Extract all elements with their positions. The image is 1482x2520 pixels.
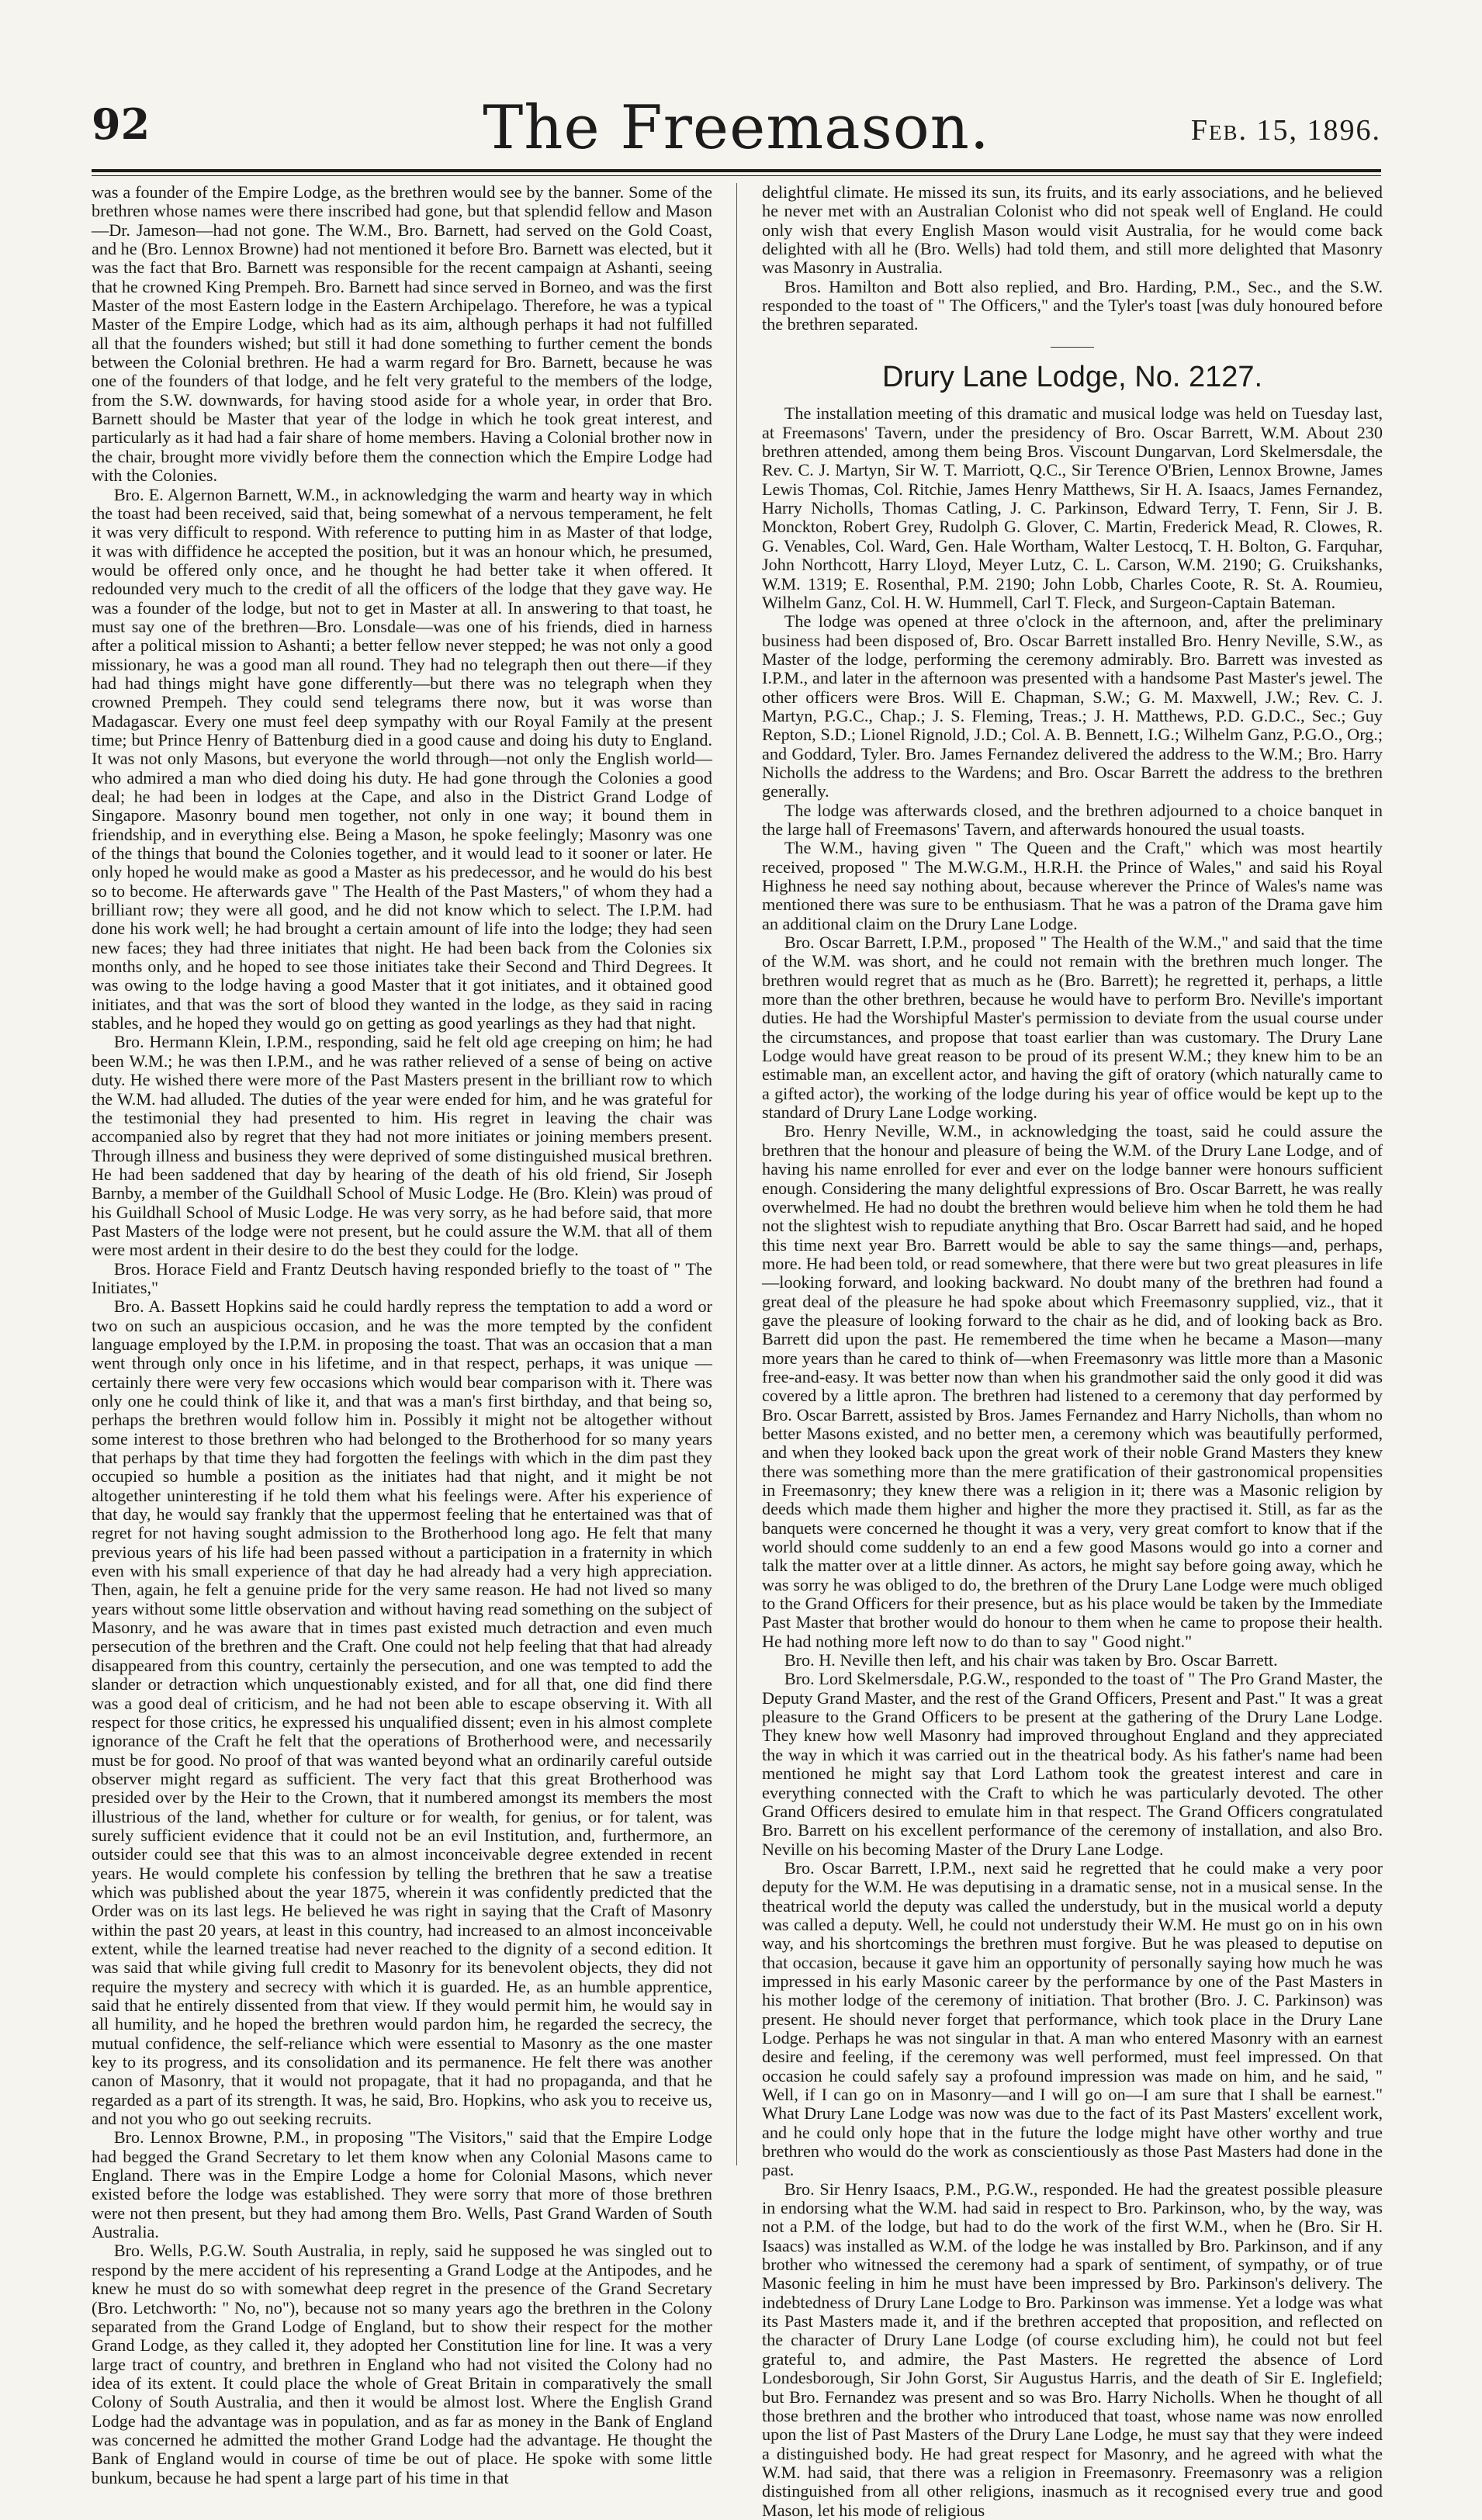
- right-column: [762, 182, 1383, 2520]
- paragraph: Bro. Sir Henry Isaacs, P.M., P.G.W., responded. He had the greatest possible pleasure in endorsing what the W.M. had said in respect to Bro. Parkinson, who, by the way, was not a P.M. of the lodge, but had to do the work of the first W.M., when he (Bro. Sir H. Isaacs) was installed as W.M. of the lodge he was installed by Bro. Parkinson, and if any brother who witnessed the ceremony had a spark of sentiment, of sympathy, or of true Masonic feeling in him he must have been impressed by Bro. Parkinson's delivery. The indebtedness of Drury Lane Lodge to Bro. Parkinson was immense. Yet a lodge was what its Past Masters made it, and if the brethren accepted that proposition, and reflected on the character of Drury Lane Lodge (of course excluding him), he could not but feel grateful to, and admire, the Past Masters. He regretted the absence of Lord Londesborough, Sir John Gorst, Sir Augustus Harris, and the death of Sir E. Inglefield; but Bro. Fernandez was present and so was Bro. Harry Nicholls. When he thought of all those brethren and the brother who introduced that toast, whose name was now enrolled upon the list of Past Masters of the Drury Lane Lodge, he must say that they were indeed a distinguished body. He had great respect for Masonry, and he agreed with what the W.M. had said, that there was a religion in Freemasonry. Freemasonry was a religion distinguished from all other religions, inasmuch as it recognised every true and good Mason, let his mode of religious: [762, 2179, 1383, 2520]
- paragraph: was a founder of the Empire Lodge, as the brethren would see by the banner. Some of the brethren whose names were there inscribed had gone, but that splendid fellow and Mason—Dr. Jameson—had not gone. The W.M., Bro. Barnett, had served on the Gold Coast, and he (Bro. Lennox Browne) had not mentioned it before Bro. Barnett was elected, but it was the fact that Bro. Barnett was responsible for the recent campaign at Ashanti, seeing that he crowned King Prempeh. Bro. Barnett had since served in Borneo, and was the first Master of the most Eastern lodge in the Eastern Archipelago. Therefore, he was a typical Master of the Empire Lodge, which had as its aim, although perhaps it had not fulfilled all that the founders wished; but still it had done something to further cement the bonds between the Colonial brethren. He had a warm regard for Bro. Barnett, because he was one of the founders of that lodge, and he felt very grateful to the members of the lodge, from the S.W. downwards, for having stood aside for a whole year, in order that Bro. Barnett should be Master that year of the lodge in which he took great interest, and particularly as it had had a fair share of home members. Having a Colonial brother now in the chair, brought more vividly before them the connection which the Empire Lodge had with the Colonies.: [92, 182, 712, 486]
- paragraph: Bro. Lennox Browne, P.M., in proposing "The Visitors," said that the Empire Lodge had begged the Grand Secretary to let them know when any Colonial Masons came to England. There was in the Empire Lodge a home for Colonial Masons, which never existed before the lodge was established. They were sorry that more of those brethren were not then present, but they had among them Bro. Wells, Past Grand Warden of South Australia.: [92, 2127, 712, 2242]
- paragraph: Bro. A. Bassett Hopkins said he could hardly repress the temptation to add a word or two on such an auspicious occasion, and he was the more tempted by the confident language employed by the I.P.M. in proposing the toast. That was an occasion that a man went through only once in his lifetime, and in that respect, perhaps, it was unique —certainly there were very few occasions which would bear comparison with it. There was only one he could think of like it, and that was a man's first birthday, and that being so, perhaps the brethren would follow him in. Possibly it might not be altogether without some interest to those brethren who had belonged to the Brotherhood for so many years that perhaps by that time they had forgotten the feelings with which in the dim past they occupied so humble a position as the initiates had that night, and it might be not altogether uninteresting if he told them what his feelings were. After his experience of that day, he would say frankly that the uppermost feeling that he entertained was that of regret for not having sought admission to the Brotherhood long ago. He felt that many previous years of his life had been passed without a participation in a fraternity in which even with his small experience of that day he had already had a very high appreciation. Then, again, he felt a genuine pride for the very same reason. He had not lived so many years without some little observation and without having read something on the subject of Masonry, and he was aware that in times past existed much detraction and even much persecution of the brethren and the Craft. One could not help feeling that that had already disappeared from this country, certainly the persecution, and one was tempted to add the slander or detraction which unquestionably existed, and for all that, one did find there was a good deal of criticism, and he had not been able to escape observing it. With all respect for those critics, he expressed his unqualified dissent; even in his almost complete ignorance of the Craft he felt that the operations of Brotherhood were, and necessarily must be for good. No proof of that was wanted beyond what an ordinarily careful outside observer might regard as sufficient. The very fact that this great Brotherhood was presided over by the Heir to the Crown, that it numbered amongst its members the most illustrious of the land, whether for culture or for wealth, for genius, or for talent, was surely sufficient evidence that it could not be an evil Institution, and, furthermore, an outsider could see that this was to an almost inconceivable degree extended in recent years. He would complete his confession by telling the brethren that he saw a treatise which was published about the year 1875, wherein it was confidently predicted that the Order was on its last legs. He believed he was right in saying that the Craft of Masonry within the past 20 years, at least in this country, had increased to an almost inconceivable extent, while the learned treatise had never reached to the dignity of a second edition. It was said that while giving full credit to Masonry for its benevolent objects, they did not require the mystery and secrecy with which it is guarded. He, as an humble apprentice, said that he entirely dissented from that view. If they would permit him, he would say in all humility, and he hoped the brethren would pardon him, he regarded the secrecy, the mutual confidence, the self-reliance which were essential to Masonry as the one master key to its progress, and its consolidation and its permanence. He felt there was another canon of Masonry, that it would not propagate, that it had no propaganda, and that he regarded as a part of its strength. It was, he said, Bro. Hopkins, who ask you to receive us, and not you who go out seeking recruits.: [92, 1296, 712, 2129]
- paragraph: The W.M., having given " The Queen and the Craft," which was most heartily received, proposed " The M.W.G.M., H.R.H. the Prince of Wales," and said his Royal Highness he need say nothing about, because wherever the Prince of Wales's name was mentioned there was sure to be enthusiasm. That he was a patron of the Drama gave him an additional claim on the Drury Lane Lodge.: [762, 838, 1383, 933]
- paragraph: Bro. Hermann Klein, I.P.M., responding, said he felt old age creeping on him; he had been W.M.; he was then I.P.M., and he was rather relieved of a sense of being on active duty. He wished there were more of the Past Masters present in the brilliant row to which the W.M. had alluded. The duties of the year were ended for him, and he was grateful for the testimonial they had presented to him. His regret in leaving the chair was accompanied also by regret that they had not more initiates or joining members present. Through illness and business they were deprived of some distinguished musical brethren. He had been saddened that day by hearing of the death of his old friend, Sir Joseph Barnby, a member of the Guildhall School of Music Lodge. He (Bro. Klein) was proud of his Guildhall School of Music Lodge. He was very sorry, as he had before said, that more Past Masters of the lodge were not present, but he could assure the W.M. that all of them were most ardent in their desire to do the best they could for the lodge.: [92, 1032, 712, 1260]
- paragraph: Bro. Oscar Barrett, I.P.M., next said he regretted that he could make a very poor deputy for the W.M. He was deputising in a dramatic sense, not in a musical sense. In the theatrical world the deputy was called the understudy, but in the musical world a deputy was called a deputy. Well, he could not understudy their W.M. He must go on in his own way, and his shortcomings the brethren must forgive. But he was pleased to deputise on that occasion, because it gave him an opportunity of personally saying how much he was impressed in his early Masonic career by the performance by one of the Past Masters in his mother lodge of the ceremony of initiation. That brother (Bro. J. C. Parkinson) was present. He should never forget that performance, which took place in the Drury Lane Lodge. Perhaps he was not singular in that. A man who entered Masonry with an earnest desire and feeling, if the ceremony was well performed, must feel impressed. On that occasion he could safely say a profound impression was made on him, and he said, " Well, if I can go on in Masonry—and I will go on—I am sure that I shall be earnest." What Drury Lane Lodge was now was due to the fact of its Past Masters' excellent work, and he could only hope that in the future the lodge might have other worthy and true brethren who would do the work as conscientiously as those Past Masters had done in the past.: [762, 1857, 1383, 2180]
- header-rule-thick: [92, 169, 1381, 172]
- paragraph: Bro. Lord Skelmersdale, P.G.W., responded to the toast of " The Pro Grand Master, the Deputy Grand Master, and the rest of the Grand Officers, Present and Past." It was a great pleasure to the Grand Officers to be present at the gathering of the Drury Lane Lodge. They knew how well Masonry had improved throughout England and they appreciated the way in which it was carried out in the theatrical body. As his father's name had been mentioned he might say that Lord Lathom took the greatest interest and care in everything connected with the Craft to which he was particularly devoted. The other Grand Officers desired to emulate him in that respect. The Grand Officers congratulated Bro. Barrett on his excellent performance of the ceremony of installation, and also Bro. Neville on his becoming Master of the Drury Lane Lodge.: [762, 1669, 1383, 1859]
- paragraph: Bro. Wells, P.G.W. South Australia, in reply, said he supposed he was singled out to respond by the mere accident of his representing a Grand Lodge at the Antipodes, and he knew he must do so with somewhat deep regret in the presence of the Grand Secretary (Bro. Letchworth: " No, no"), because not so many years ago the brethren in the Colony separated from the Grand Lodge of England, but to show their respect for the mother Grand Lodge, as they called it, they adopted her Constitution line for line. It was a very large tract of country, and brethren in England who had not visited the Colony had no idea of its extent. It could place the whole of Great Britain in comparatively the small Colony of South Australia, and then it would be almost lost. Where the English Grand Lodge had the advantage was in population, and as far as money in the Bank of England was concerned he admitted the mother Grand Lodge had the advantage. He thought the Bank of England would in course of time be out of place. He spoke with some little bunkum, because he had spent a large part of his time in that: [92, 2241, 712, 2487]
- paragraph: The lodge was opened at three o'clock in the afternoon, and, after the preliminary business had been disposed of, Bro. Oscar Barrett installed Bro. Henry Neville, S.W., as Master of the lodge, performing the ceremony admirably. Bro. Barrett was invested as I.P.M., and later in the afternoon was presented with a handsome Past Master's jewel. The other officers were Bros. Will E. Chapman, S.W.; G. M. Maxwell, J.W.; Rev. C. J. Martyn, P.G.C., Chap.; J. S. Fleming, Treas.; J. H. Matthews, P.D. G.D.C., Sec.; Guy Repton, S.D.; Lionel Rignold, J.D.; Col. A. B. Bennett, I.G.; Wilhelm Ganz, P.G.O., Org.; and Goddard, Tyler. Bro. James Fernandez delivered the address to the W.M.; Bro. Harry Nicholls the address to the Wardens; and Bro. Oscar Barrett the address to the brethren generally.: [762, 611, 1383, 801]
- section-separator: [1051, 347, 1094, 348]
- paragraph: Bro. Henry Neville, W.M., in acknowledging the toast, said he could assure the brethren that the honour and pleasure of being the W.M. of the Drury Lane Lodge, and of having his name enrolled for ever and ever on the lodge banner were honours sufficient enough. Considering the many delightful expressions of Bro. Oscar Barrett, he was really overwhelmed. He had no doubt the brethren would believe him when he told them he had not the slightest wish to repudiate anything that Bro. Oscar Barrett had said, and he hoped this time next year Bro. Barrett would be able to say the same things—and, perhaps, more. He had been told, or read somewhere, that there were but two great pleasures in life—looking forward, and looking backward. No doubt many of the brethren had found a great deal of the pleasure he had spoke about which Freemasonry supplied, viz., that it gave the pleasure of looking forward to the chair as he did, and of looking back as Bro. Barrett did upon the past. He remembered the time when he became a Mason—many more years than he cared to think of—when Freemasonry was little more than a Masonic free-and-easy. It was better now than when his grandmother said the only good it did was covered by a little apron. The brethren had listened to a ceremony that day performed by Bro. Oscar Barrett, assisted by Bros. James Fernandez and Harry Nicholls, than whom no better Masons existed, and no better men, a ceremony which was beautifully performed, and when they looked back upon the great work of their noble Grand Masters they knew there was something more than the mere gratification of their gastronomical propensities in Freemasonry; they knew there was a religion in it; there was a Masonic religion by deeds which made them higher and higher the more they practised it. Still, as far as the banquets were concerned he thought it was a very, very great comfort to know that if the world should come suddenly to an end a few good Masons would go into a corner and talk the matter over at a little dinner. As actors, he might say before going away, which he was sorry he was obliged to do, the brethren of the Drury Lane Lodge were much obliged to the Grand Officers for their presence, but as his place would be taken by the Immediate Past Master that brother would do honour to them when he came to propose their health. He had nothing more left now to do than to say " Good night.": [762, 1121, 1383, 1651]
- section-heading: Drury Lane Lodge, No. 2127.: [881, 360, 1263, 393]
- paragraph: Bro. H. Neville then left, and his chair was taken by Bro. Oscar Barrett.: [784, 1650, 1278, 1670]
- publication-title: The Freemason.: [483, 93, 990, 163]
- left-column: [92, 182, 712, 2487]
- paragraph: delightful climate. He missed its sun, its fruits, and its early associations, and he believed he never met with an Australian Colonist who did not speak well of England. He could only wish that every English Mason would visit Australia, for he would come back delighted with all he (Bro. Wells) had told them, and still more delighted that Masonry was Masonry in Australia.: [762, 182, 1383, 278]
- page-number: 92: [92, 99, 151, 149]
- paragraph: The lodge was afterwards closed, and the brethren adjourned to a choice banquet in the large hall of Freemasons' Tavern, and afterwards honoured the usual toasts.: [762, 800, 1383, 839]
- column-divider: [736, 183, 737, 2165]
- issue-date: Feb. 15, 1896.: [1190, 114, 1381, 147]
- paragraph: The installation meeting of this dramatic and musical lodge was held on Tuesday last, at Freemasons' Tavern, under the presidency of Bro. Oscar Barrett, W.M. About 230 brethren attended, among them being Bros. Viscount Dungarvan, Lord Skelmersdale, the Rev. C. J. Martyn, Sir W. T. Marriott, Q.C., Sir Terence O'Brien, Lennox Browne, James Lewis Thomas, Col. Ritchie, James Henry Matthews, Sir H. A. Isaacs, James Fernandez, Harry Nicholls, Thomas Catling, J. C. Parkinson, Edward Terry, T. Fenn, Sir J. B. Monckton, Robert Grey, Rudolph G. Glover, C. Martin, Frederick Mead, R. Clowes, R. G. Venables, Col. Ward, Gen. Hale Wortham, Walter Lestocq, T. H. Bolton, G. Farquhar, John Northcott, Harry Lloyd, Meyer Lutz, C. L. Carson, W.M. 2190; G. Cruikshanks, W.M. 1319; E. Rosenthal, P.M. 2190; John Lobb, Charles Coote, R. St. A. Roumieu, Wilhelm Ganz, Col. H. W. Hummell, Carl T. Fleck, and Surgeon-Captain Bateman.: [762, 403, 1383, 612]
- paragraph: Bros. Hamilton and Bott also replied, and Bro. Harding, P.M., Sec., and the S.W. responded to the toast of " The Officers," and the Tyler's toast [was duly honoured before the brethren separated.: [762, 276, 1383, 334]
- paragraph: Bro. E. Algernon Barnett, W.M., in acknowledging the warm and hearty way in which the toast had been received, said that, being somewhat of a nervous temperament, he felt it was very difficult to respond. With reference to putting him in as Master of that lodge, it was with diffidence he accepted the position, but it was an honour which, he presumed, would be offered only once, and he thought he had better take it when offered. It redounded very much to the credit of all the officers of the lodge that they gave way. He was a founder of the lodge, but not to get in Master at all. In answering to that toast, he must say one of the brethren—Bro. Lonsdale—was one of his friends, died in harness after a political mission to Ashanti; a better fellow never stepped; he was not only a good missionary, he was a good man all round. They had no telegraph then out there—if they had had things might have gone differently—but there was no telegraph when they crowned Prempeh. They could send telegrams there now, but it was worse than Madagascar. Every one must feel deep sympathy with our Royal Family at the present time; but Prince Henry of Battenburg died in a good cause and doing his duty to England. It was not only Masons, but everyone the world through—not only the English world—who admired a man who died doing his duty. He had gone through the Colonies a good deal; he had been in lodges at the Cape, and also in the District Grand Lodge of Singapore. Masonry bound men together, not only in one way; it bound them in friendship, and in everything else. Being a Mason, he spoke feelingly; Masonry was one of the things that bound the Colonies together, and it would lead to it sooner or later. He only hoped he would make as good a Master as his predecessor, and he would do his best so to become. He afterwards gave " The Health of the Past Masters," of whom they had a brilliant row; they were all good, and he did not know which to select. The I.P.M. had done his work well; he had brought a certain amount of life into the lodge; they had seen new faces; they had three initiates that night. He had been back from the Colonies six months only, and he hoped to see those initiates take their Second and Third Degrees. It was owing to the lodge having a good Master that it got initiates, and it obtained good initiates, and that was the sort of blood they wanted in the lodge, as they said in racing stables, and he hoped they would go on getting as good yearlings as they had that night.: [92, 484, 712, 1033]
- header-rule-thin: [92, 175, 1381, 176]
- paragraph: Bro. Oscar Barrett, I.P.M., proposed " The Health of the W.M.," and said that the time of the W.M. was short, and he could not remain with the brethren much longer. The brethren would regret that as much as he (Bro. Barrett); he regretted it, perhaps, a little more than the other brethren, because he would have to perform Bro. Neville's important duties. He had the Worshipful Master's permission to deviate from the usual course under the circumstances, and propose that toast earlier than was customary. The Drury Lane Lodge would have great reason to be proud of its present W.M.; they knew him to be an estimable man, an excellent actor, and having the gift of oratory (which naturally came to a gifted actor), the working of the lodge during his year of office would be kept up to the standard of Drury Lane Lodge working.: [762, 933, 1383, 1123]
- paragraph: Bros. Horace Field and Frantz Deutsch having responded briefly to the toast of " The Initiates,": [92, 1258, 712, 1297]
- masthead: [92, 93, 1381, 168]
